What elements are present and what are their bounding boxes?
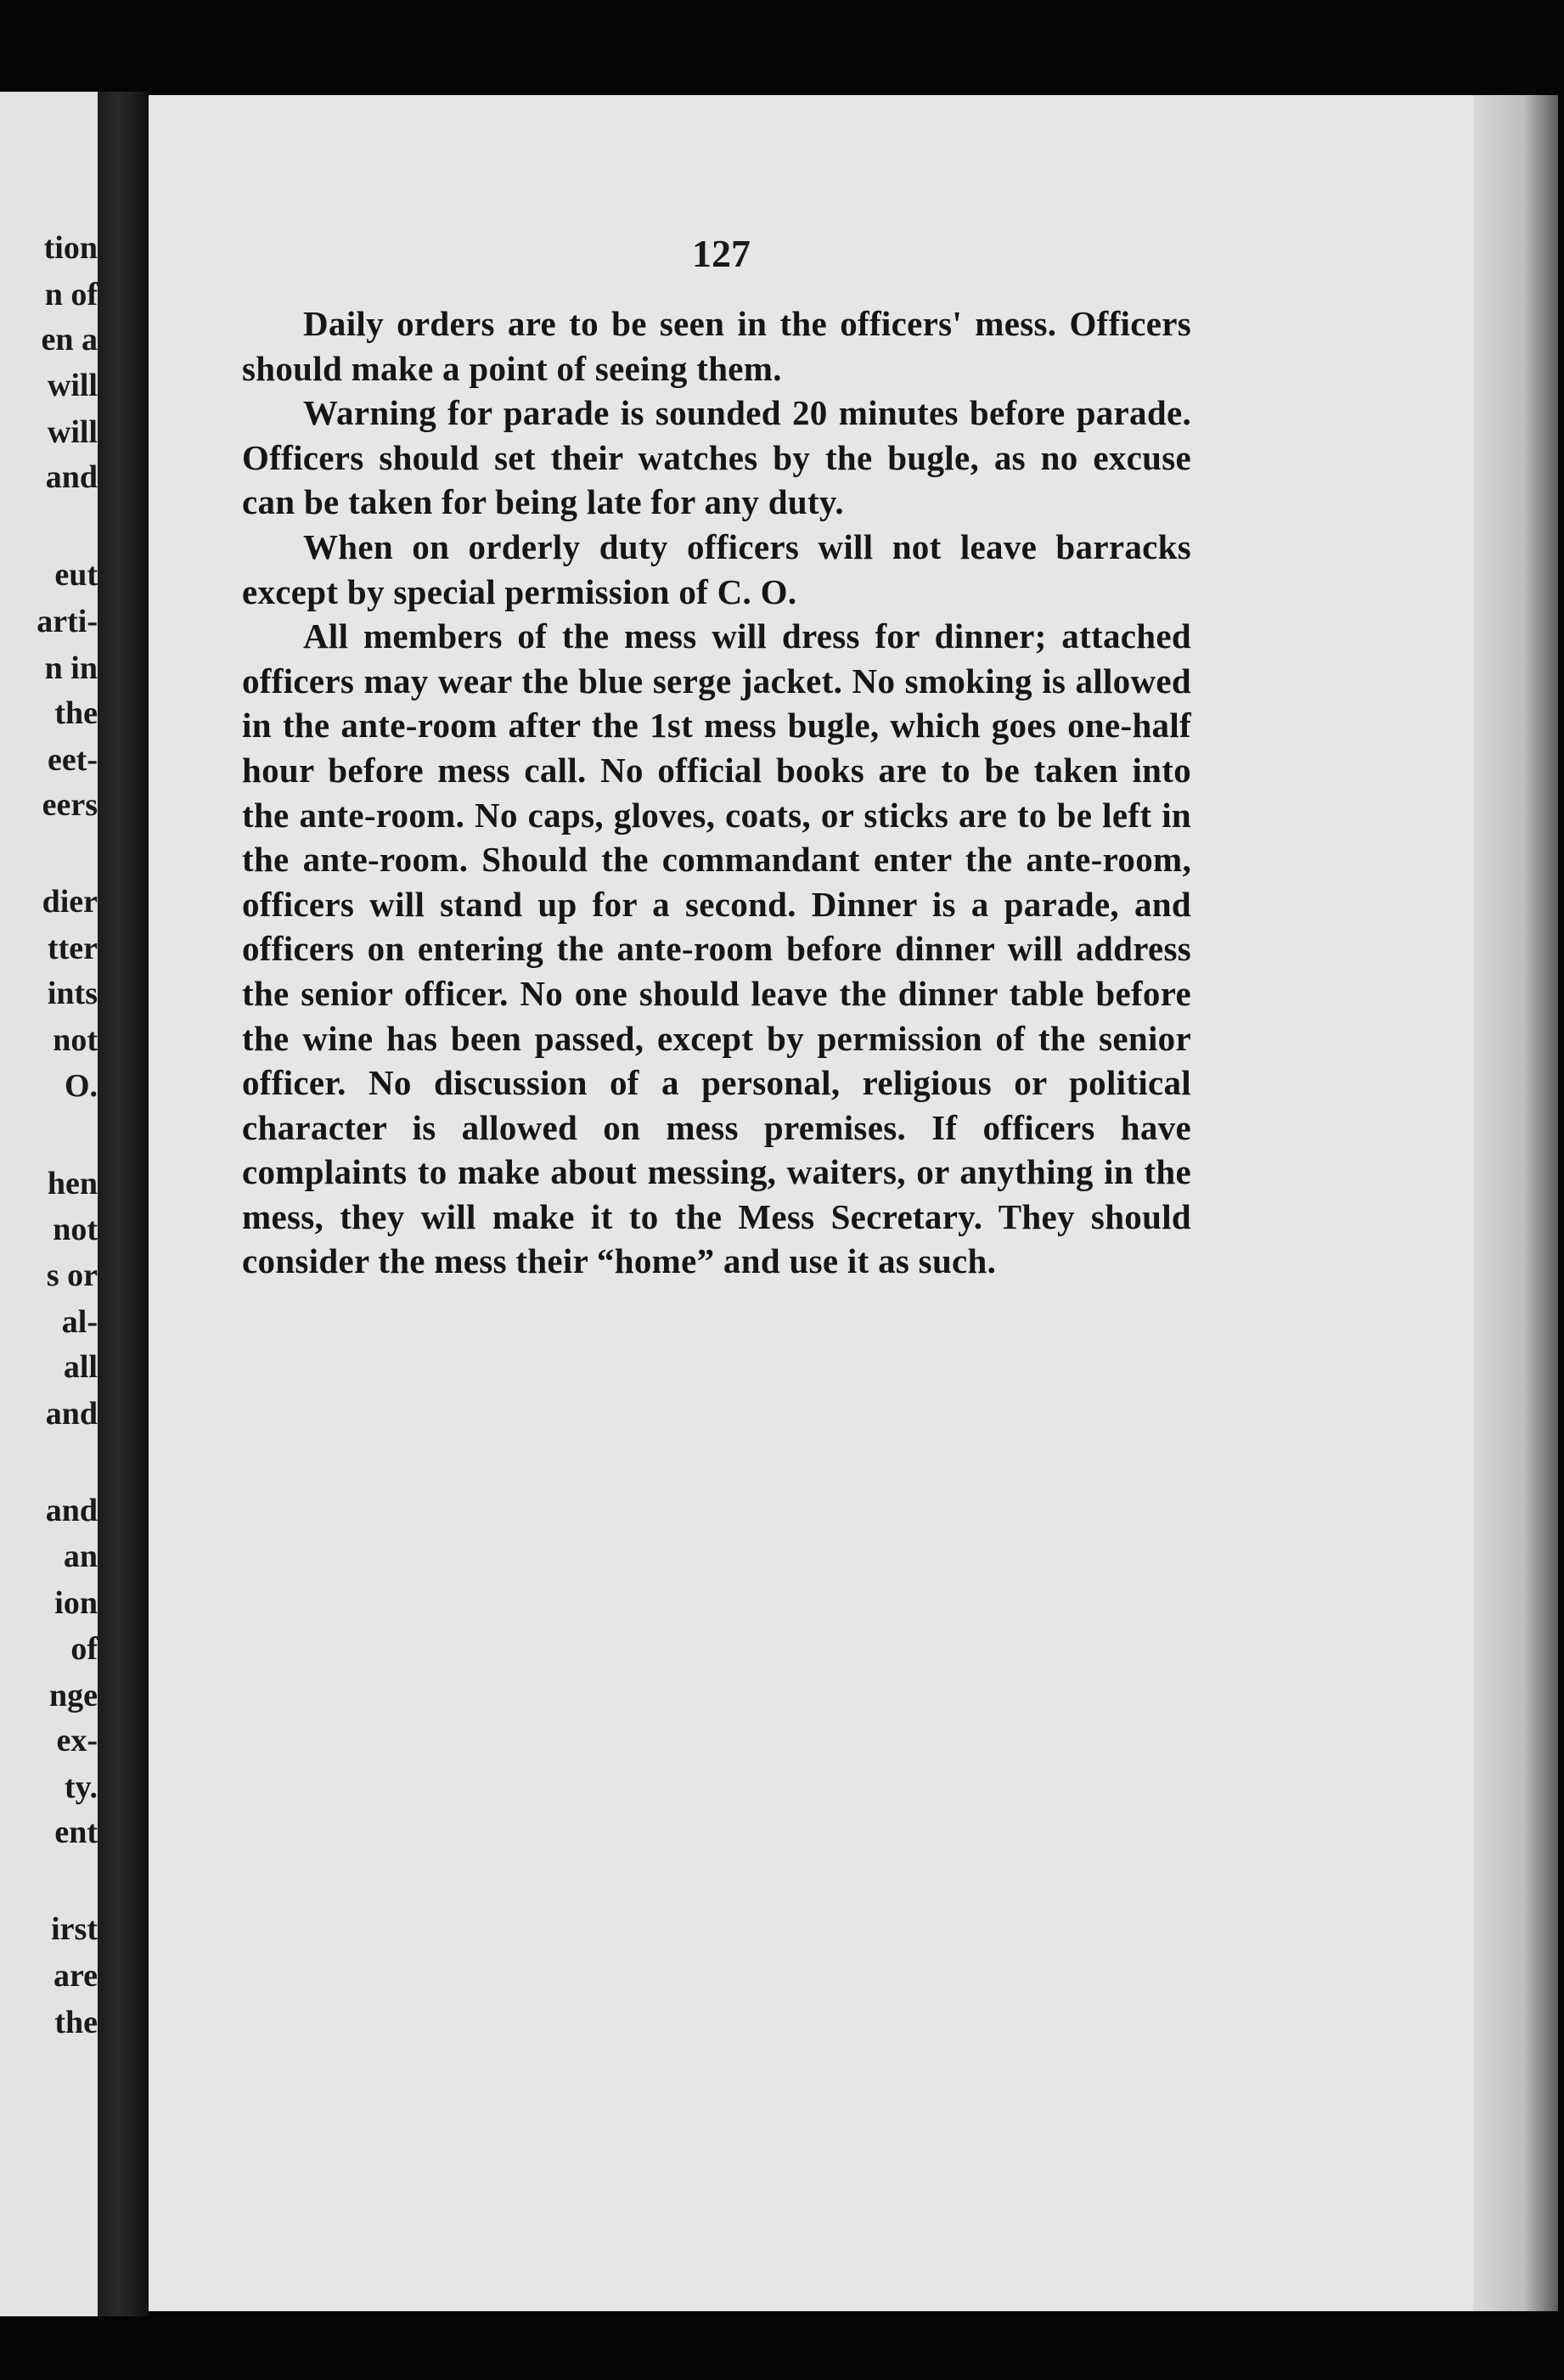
facing-page-fragment-line: O.: [64, 1068, 98, 1104]
facing-page-fragment-line: tion: [43, 230, 98, 266]
paragraph-warning-parade: Warning for parade is sounded 20 minutes before parade. Officers should set their watches by the bugle, as no excuse can be taken for being late for any duty.: [242, 393, 1191, 522]
facing-page-fragment-line: eut: [54, 557, 98, 593]
facing-page-fragment-line: the: [54, 695, 98, 731]
page-edge-shadow: [1473, 95, 1558, 2311]
facing-page-fragment-line: nge: [49, 1678, 98, 1713]
facing-page-fragment-line: ex-: [56, 1723, 98, 1758]
facing-page-fragment-line: irst: [51, 1911, 98, 1947]
facing-page-fragment-line: all: [63, 1349, 98, 1385]
paragraph-orderly-duty: When on orderly duty officers will not leave barracks except by special permission of C. O.: [242, 526, 1191, 611]
facing-page-fragment-line: and: [45, 1493, 98, 1528]
facing-page-fragment-line: dier: [42, 884, 98, 920]
facing-page-fragment-line: and: [45, 459, 98, 495]
facing-page-fragment-line: not: [53, 1022, 98, 1058]
facing-page-fragment-line: n in: [44, 650, 98, 686]
facing-page-fragment-line: arti-: [37, 604, 98, 639]
facing-page-fragment-line: are: [53, 1958, 98, 1994]
facing-page-fragment-line: ion: [54, 1585, 98, 1621]
page-body-text: [242, 301, 1191, 1284]
page-number: 127: [692, 232, 751, 275]
book-gutter: [98, 92, 149, 2316]
facing-page-fragment-line: an: [63, 1539, 98, 1574]
facing-page-fragment-line: n of: [44, 277, 98, 312]
facing-page-fragment-line: will: [47, 414, 98, 450]
facing-page-text-fragments: [0, 92, 98, 2316]
facing-page-fragment-line: al-: [61, 1304, 98, 1340]
facing-page-fragment-line: tter: [47, 931, 98, 966]
facing-page-fragment-line: ints: [47, 976, 98, 1011]
facing-page-fragment-line: eet-: [47, 742, 98, 778]
facing-page-fragment-line: of: [70, 1631, 98, 1667]
facing-page-fragment-line: s or: [46, 1258, 98, 1293]
facing-page-fragment-line: the: [54, 2005, 98, 2040]
paragraph-daily-orders: Daily orders are to be seen in the officers' mess. Officers should make a point of seeing them.: [242, 304, 1191, 388]
facing-page-fragment: [0, 92, 149, 2316]
facing-page-fragment-line: ent: [54, 1815, 98, 1850]
facing-page-fragment-line: hen: [47, 1166, 98, 1201]
facing-page-fragment-line: not: [53, 1212, 98, 1247]
facing-page-fragment-line: en a: [41, 322, 98, 357]
facing-page-fragment-line: ty.: [64, 1770, 98, 1805]
facing-page-fragment-line: eers: [42, 787, 98, 823]
paragraph-mess-dinner: All members of the mess will dress for dinner; attached officers may wear the blue serge jacket. No smoking is allowed in the ante-room after the 1st mess bugle, which goes one-half hour before mess call. No official books are to be taken into the ante-room. No caps, gloves, coats, or sticks are to be left in the ante-room. Should the commandant enter the ante-room, officers will stand up for a second. Dinner is a parade, and officers on entering the ante-room before dinner will address the senior officer. No one should leave the dinner table before the wine has been passed, except by permission of the senior officer. No discussion of a personal, religious or political character is allowed on mess premises. If officers have complaints to make about messing, waiters, or anything in the mess, they will make it to the Mess Secretary. They should consider the mess their “home” and use it as such.: [242, 616, 1191, 1281]
facing-page-fragment-line: will: [47, 368, 98, 403]
facing-page-fragment-line: and: [45, 1396, 98, 1432]
